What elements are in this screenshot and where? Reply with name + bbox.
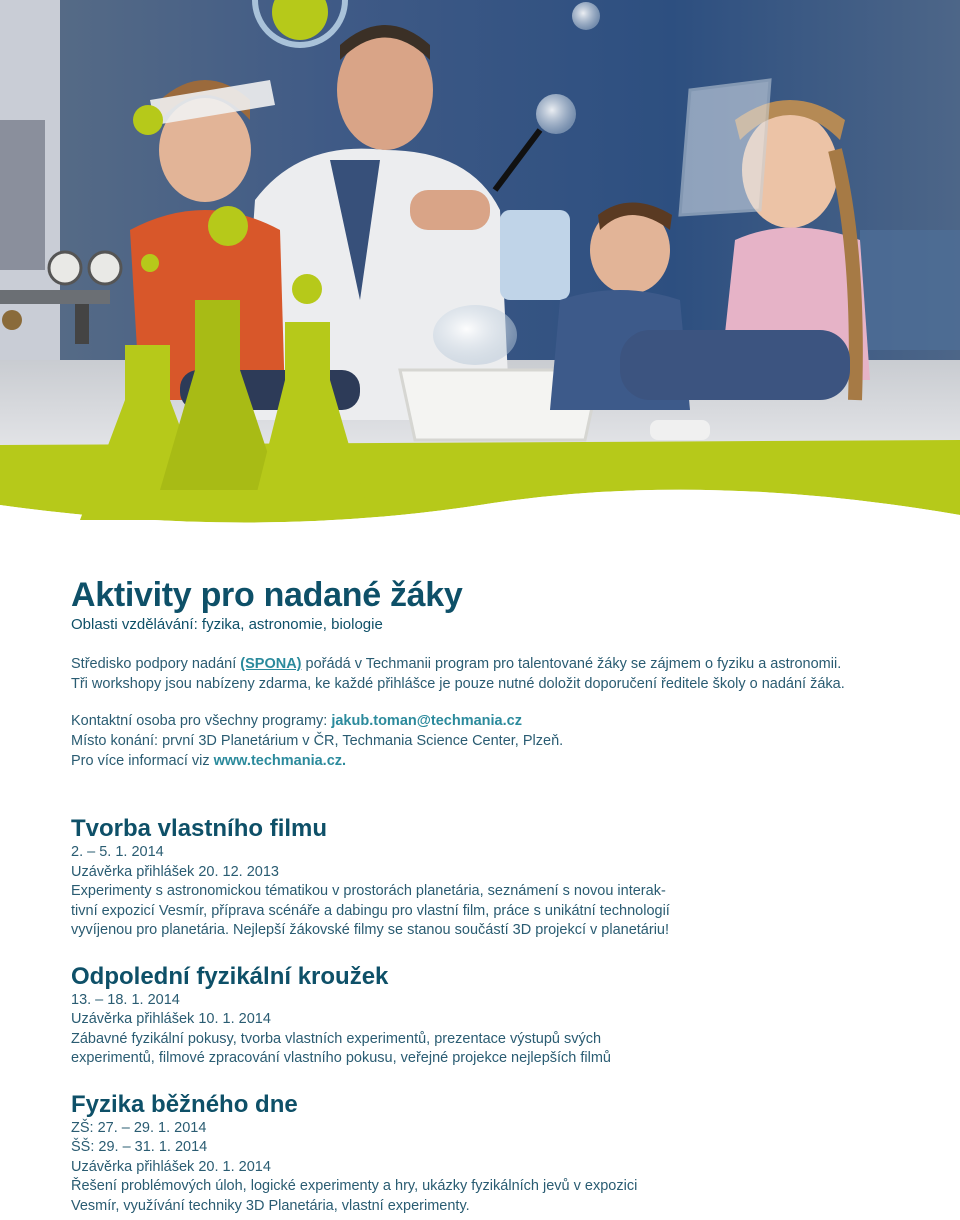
section-date: 2. – 5. 1. 2014 [71,844,164,860]
section-title: Odpolední fyzikální kroužek [71,962,389,990]
container [500,210,570,300]
more-info-label: Pro více informací viz [71,753,214,769]
hero-illustration [0,0,960,530]
email-link[interactable]: jakub.toman@techmania.cz [331,713,522,729]
description-line: Vesmír, využívání techniky 3D Planetária, vlastní experimenty. [71,1197,470,1214]
section-title: Fyzika běžného dne [71,1090,298,1118]
contact-block [71,711,911,771]
bubble-foam [433,305,517,365]
intro-line-2: Tři workshopy jsou nabízeny zdarma, ke každé přihlášce je pouze nutné doložit doporučení ředitele školy o nadání žáka. [71,676,845,692]
section-description [71,1030,911,1069]
workshop-section [71,815,911,941]
workshop-section [71,1091,911,1217]
bubble [572,2,600,30]
contact-label: Kontaktní osoba pro všechny programy: [71,713,332,729]
more-info-line [71,751,911,771]
spona-link[interactable]: (SPONA) [240,656,302,672]
description-line: Řešení problémových úloh, logické experimenty a hry, ukázky fyzikálních jevů v expozici [71,1178,638,1194]
section-description [71,882,911,941]
section-date-primary: ZŠ: 27. – 29. 1. 2014 [71,1119,207,1136]
workshop-section [71,963,911,1069]
hero-photo [0,0,960,530]
website-link[interactable]: www.techmania.cz. [213,753,347,769]
intro-text: pořádá v Techmanii program pro talentované žáky se zájmem o fyziku a astronomii. [301,656,842,672]
info-panel [860,230,960,350]
venue-line: Místo konání: první 3D Planetárium v ČR, Techmania Science Center, Plzeň. [71,733,564,749]
description-line: experimentů, filmové zpracování vlastního pokusu, veřejné projekce nejlepších filmů [71,1050,611,1066]
contact-line [71,711,911,731]
intro-paragraph [71,654,911,694]
section-deadline: Uzávěrka přihlášek 20. 1. 2014 [71,1158,271,1175]
main-content [71,575,911,1216]
section-description [71,1177,911,1216]
section-date-secondary: ŠŠ: 29. – 31. 1. 2014 [71,1139,208,1155]
description-line: tivní expozicí Vesmír, příprava scénáře a dabingu pro vlastní film, práce s unikátní technologií [71,902,670,919]
section-deadline: Uzávěrka přihlášek 10. 1. 2014 [71,1011,271,1027]
page-title: Aktivity pro nadané žáky [71,576,463,614]
intro-line-1 [71,654,911,674]
section-date: 13. – 18. 1. 2014 [71,991,180,1008]
description-line: vyvíjenou pro planetária. Nejlepší žákovské filmy se stanou součástí 3D projekcí v planetáriu! [71,922,670,938]
description-line: Experimenty s astronomickou tématikou v prostorách planetária, seznámení s novou interak- [71,883,666,899]
page-subtitle: Oblasti vzdělávání: fyzika, astronomie, biologie [71,616,383,633]
bubble [536,94,576,134]
section-title: Tvorba vlastního filmu [71,815,328,842]
wall-panel [0,120,45,270]
description-line: Zábavné fyzikální pokusy, tvorba vlastních experimentů, prezentace výstupů svých [71,1030,602,1047]
section-deadline: Uzávěrka přihlášek 20. 12. 2013 [71,863,279,880]
intro-text: Středisko podpory nadání [71,656,241,672]
